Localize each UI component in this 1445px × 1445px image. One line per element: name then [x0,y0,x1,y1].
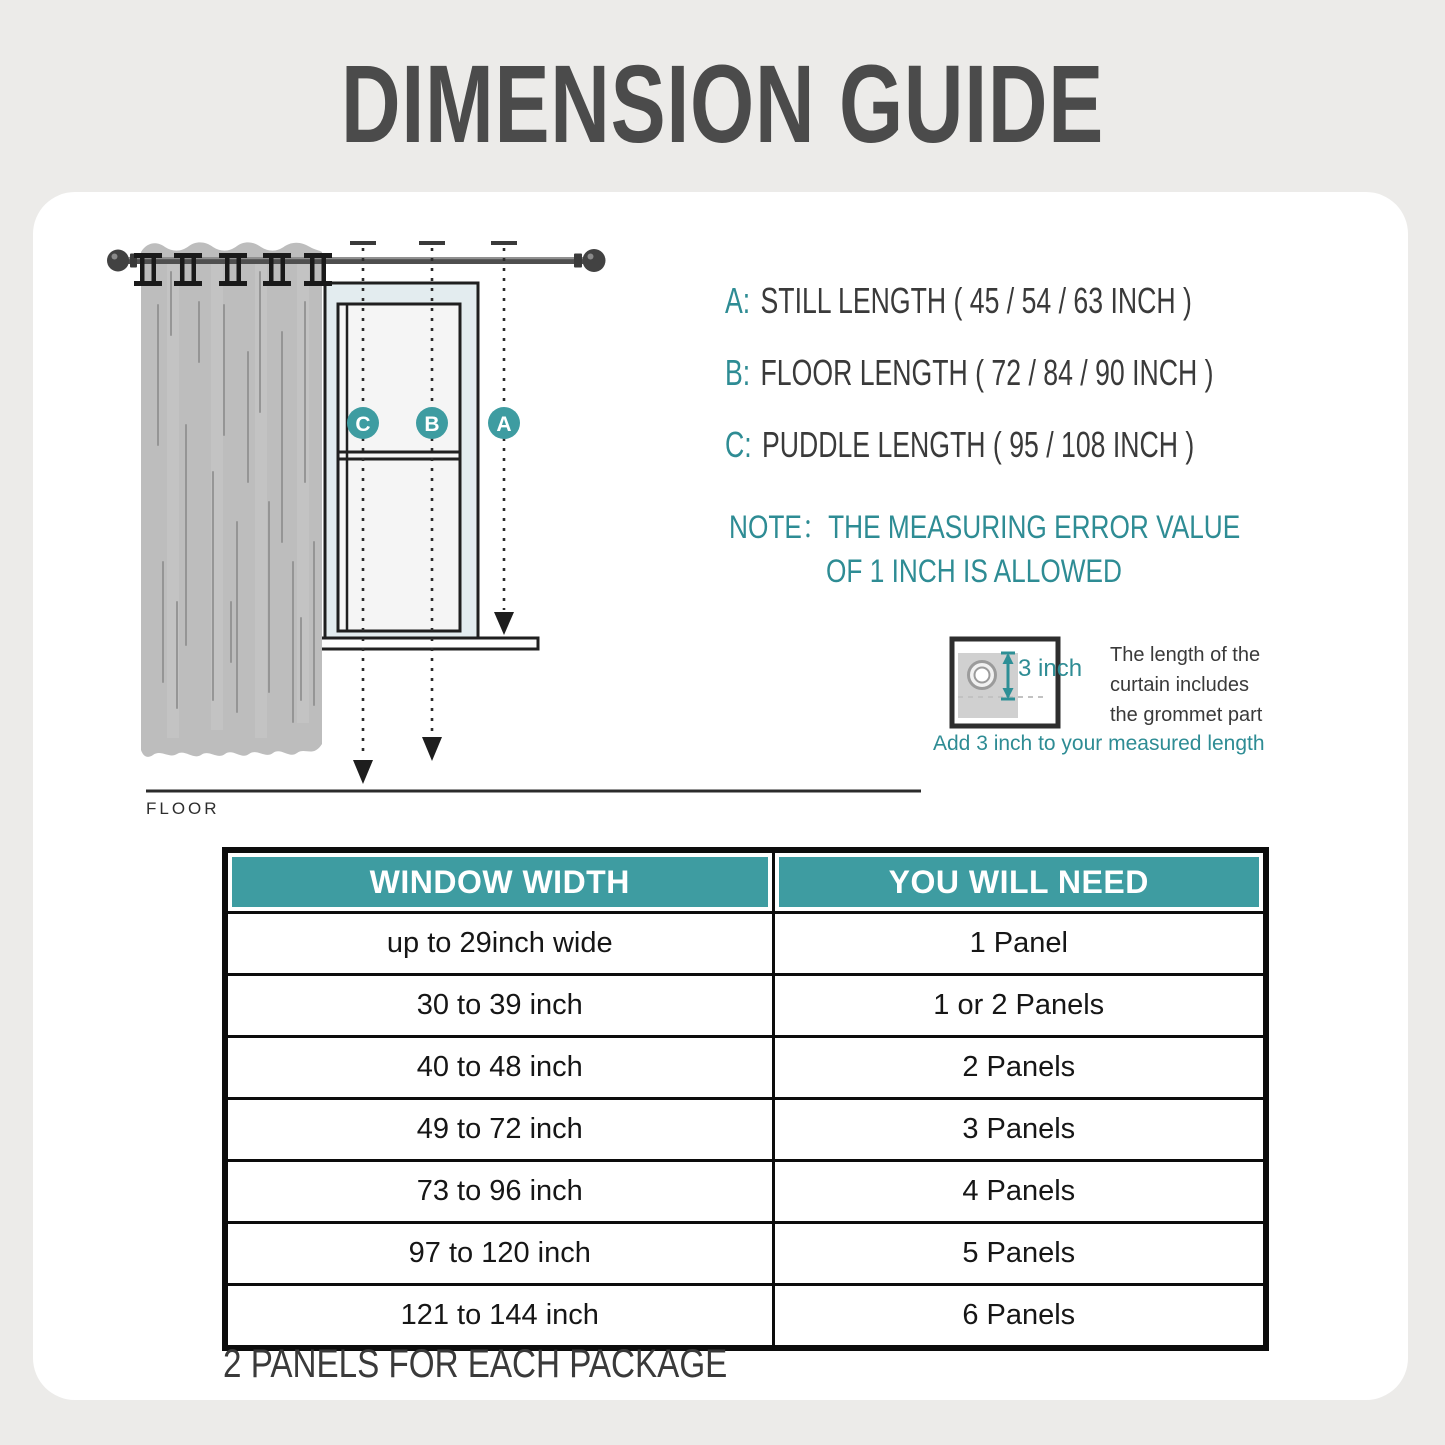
grommet-description-line-3: the grommet part [1110,704,1263,726]
table-row [225,1285,1266,1349]
grommet-description [1110,640,1262,730]
length-line-c [725,425,1194,465]
header-you-will-need: YOU WILL NEED [773,850,1266,913]
panel-size-table [222,847,1269,1351]
window-sill [320,638,538,649]
length-prefix-b: B: [725,352,751,393]
length-prefix-c: C: [725,424,752,465]
note-line-2: OF 1 INCH IS ALLOWED [826,553,1122,589]
note-line-1: NOTE：THE MEASURING ERROR VALUE [729,509,1241,545]
floor-label: FLOOR [146,799,220,818]
window-width-cell: 40 to 48 inch [225,1037,773,1099]
content-panel [33,192,1408,1400]
table-row [225,975,1266,1037]
curtain-drawing [141,242,322,756]
three-inch-label: 3 inch [1018,655,1083,682]
table-row [225,913,1266,975]
window-width-cell: 49 to 72 inch [225,1099,773,1161]
window-width-cell: 30 to 39 inch [225,975,773,1037]
header-window-width: WINDOW WIDTH [225,850,773,913]
package-note: 2 PANELS FOR EACH PACKAGE [223,1342,728,1386]
length-line-b [725,353,1214,393]
window-width-cell: 97 to 120 inch [225,1223,773,1285]
grommet-description-line-2: curtain includes [1110,674,1249,696]
window-width-cell: 73 to 96 inch [225,1161,773,1223]
table-row [225,1161,1266,1223]
length-line-a [725,281,1192,321]
table-row [225,1223,1266,1285]
marker-letter-b: B [424,413,440,436]
table-row [225,1099,1266,1161]
panels-needed-cell: 4 Panels [773,1161,1266,1223]
panels-needed-cell: 5 Panels [773,1223,1266,1285]
page-title: DIMENSION GUIDE [341,43,1104,166]
grommet-ring-icon [969,662,996,689]
panels-needed-cell: 3 Panels [773,1099,1266,1161]
marker-letter-c: C [355,413,371,436]
grommet-description-line-1: The length of the [1110,644,1261,666]
length-text-c: PUDDLE LENGTH ( 95 / 108 INCH ) [762,424,1195,465]
panels-needed-cell: 2 Panels [773,1037,1266,1099]
length-text-a: STILL LENGTH ( 45 / 54 / 63 INCH ) [760,280,1192,321]
length-prefix-a: A: [725,280,751,321]
panels-needed-cell: 1 Panel [773,913,1266,975]
panels-needed-cell: 6 Panels [773,1285,1266,1349]
window-width-cell: up to 29inch wide [225,913,773,975]
length-text-b: FLOOR LENGTH ( 72 / 84 / 90 INCH ) [760,352,1214,393]
window-drawing [325,283,478,640]
table-header-row [225,850,1266,913]
window-width-cell: 121 to 144 inch [225,1285,773,1349]
add-three-inch-tip: Add 3 inch to your measured length [933,732,1265,755]
panels-needed-cell: 1 or 2 Panels [773,975,1266,1037]
marker-letter-a: A [496,413,512,436]
length-markers [347,407,520,439]
table-row [225,1037,1266,1099]
grommet-diagram [948,635,1064,731]
